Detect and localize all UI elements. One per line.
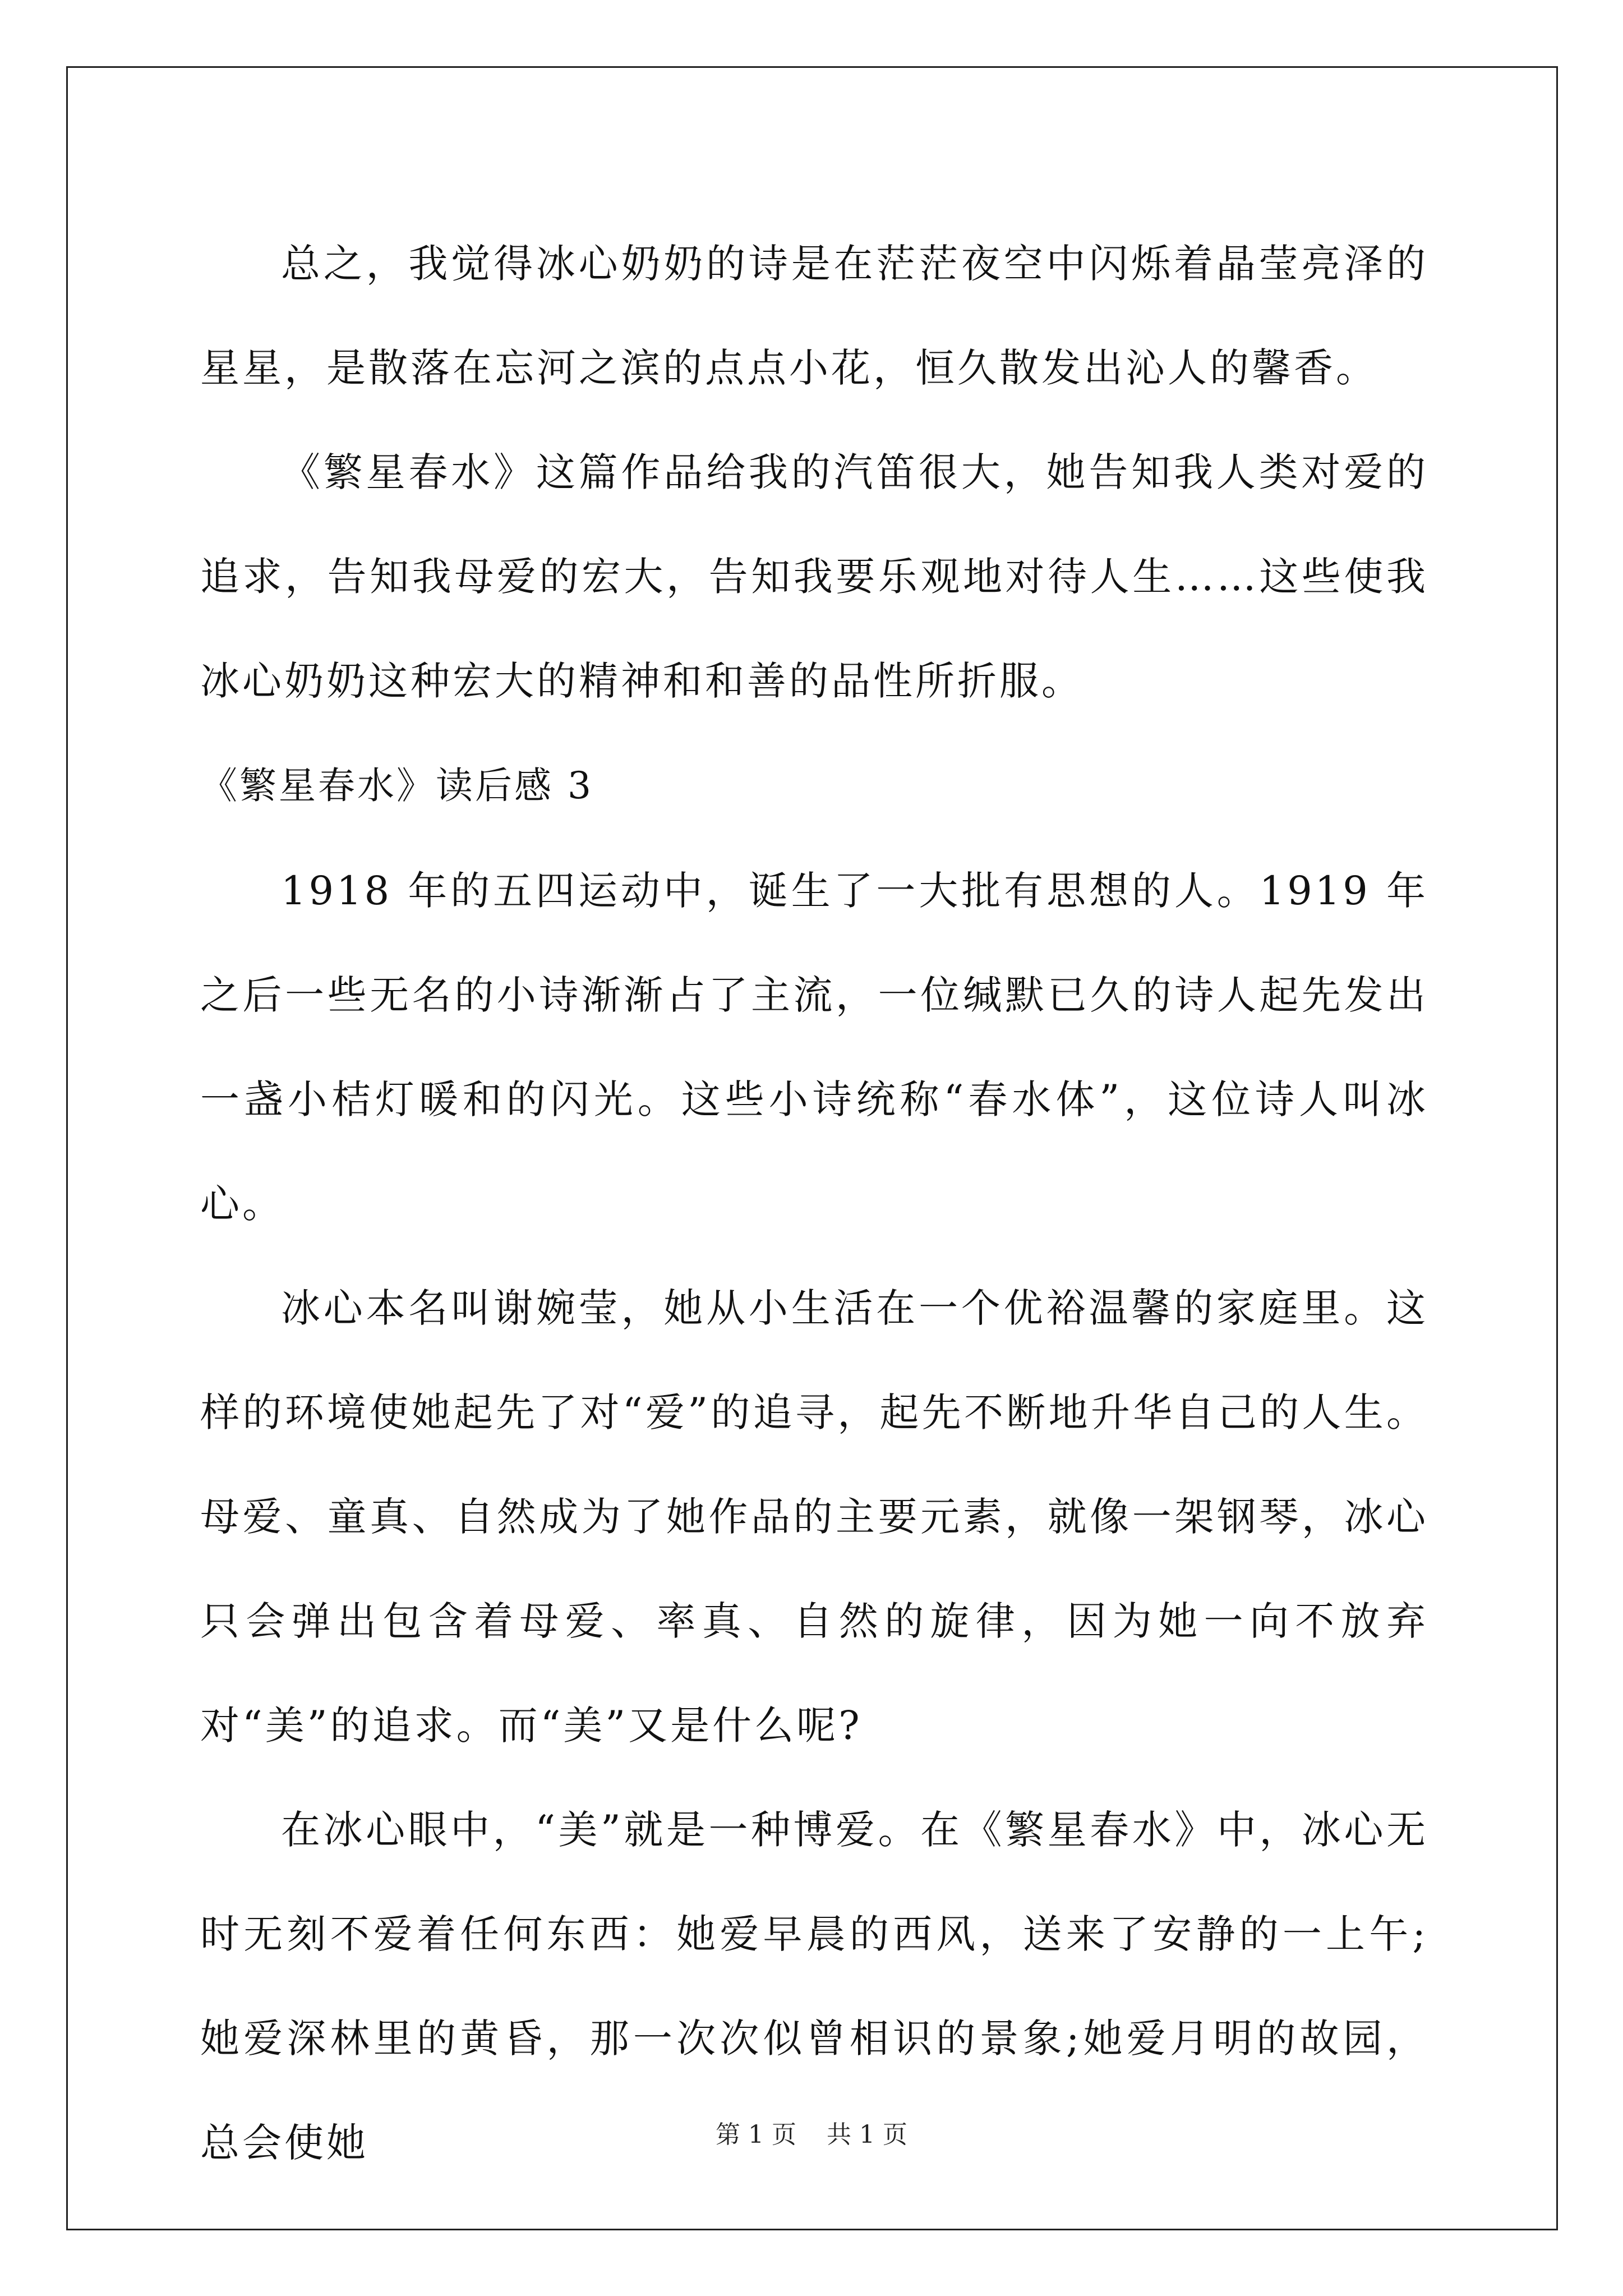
paragraph-1: 总之，我觉得冰心奶奶的诗是在茫茫夜空中闪烁着晶莹亮泽的星星，是散落在忘河之滨的点点小花，恒久散发出沁人的馨香。 <box>200 241 1428 391</box>
section-heading: 《繁星春水》读后感 3 <box>200 764 593 807</box>
paragraph-3: 1918 年的五四运动中，诞生了一大批有思想的人。1919 年之后一些无名的小诗渐渐占了主流，一位缄默已久的诗人起先发出一盏小桔灯暖和的闪光。这些小诗统称“春水体”，这位诗人叫冰心。 <box>200 868 1428 1227</box>
page-total: 共 1 页 <box>827 2120 907 2149</box>
paragraph-5: 在冰心眼中，“美”就是一种博爱。在《繁星春水》中，冰心无时无刻不爱着任何东西：她爱早晨的西风，送来了安静的一上午;她爱深林里的黄昏，那一次次似曾相识的景象;她爱月明的故园，总会使她 <box>200 1807 1428 2166</box>
page-number: 第 1 页 <box>716 2120 796 2149</box>
page-footer <box>0 2118 1623 2152</box>
document-body <box>200 211 1428 2195</box>
paragraph-4: 冰心本名叫谢婉莹，她从小生活在一个优裕温馨的家庭里。这样的环境使她起先了对“爱”的追寻，起先不断地升华自己的人生。母爱、童真、自然成为了她作品的主要元素，就像一架钢琴，冰心只会弹出包含着母爱、率真、自然的旋律，因为她一向不放弃对“美”的追求。而“美”又是什么呢? <box>200 1285 1428 1749</box>
paragraph-2: 《繁星春水》这篇作品给我的汽笛很大，她告知我人类对爱的追求，告知我母爱的宏大，告知我要乐观地对待人生……这些使我冰心奶奶这种宏大的精神和和善的品性所折服。 <box>200 449 1428 704</box>
